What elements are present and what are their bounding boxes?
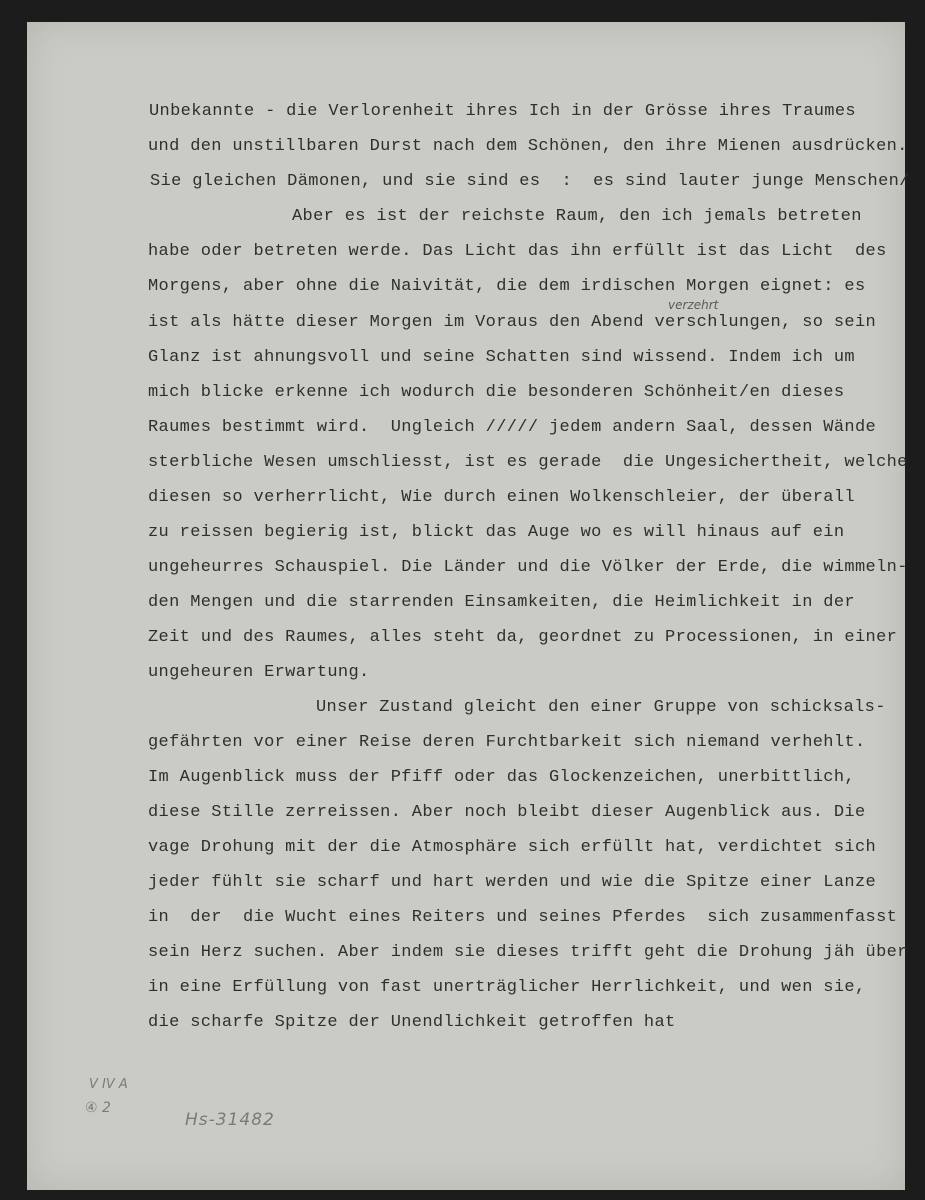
text-line: Sie gleichen Dämonen, und sie sind es : es sind lauter junge Menschen/ bbox=[150, 172, 910, 191]
text-line: in eine Erfüllung von fast unerträglicher Herrlichkeit, und wen sie, bbox=[148, 978, 866, 997]
text-line: vage Drohung mit der die Atmosphäre sich erfüllt hat, verdichtet sich bbox=[148, 838, 877, 857]
text-line: Raumes bestimmt wird. Ungleich ///// jedem andern Saal, dessen Wände bbox=[148, 418, 877, 437]
handwritten-correction: verzehrt bbox=[668, 298, 719, 312]
text-line: die scharfe Spitze der Unendlichkeit getroffen hat bbox=[148, 1013, 676, 1032]
text-line: sein Herz suchen. Aber indem sie dieses trifft geht die Drohung jäh über bbox=[148, 943, 908, 962]
text-line: mich blicke erkenne ich wodurch die besonderen Schönheit/en dieses bbox=[148, 383, 845, 402]
text-line: zu reissen begierig ist, blickt das Auge wo es will hinaus auf ein bbox=[148, 523, 845, 542]
text-line: jeder fühlt sie scharf und hart werden und wie die Spitze einer Lanze bbox=[148, 873, 877, 892]
text-line: ungeheurres Schauspiel. Die Länder und die Völker der Erde, die wimmeln- bbox=[148, 558, 908, 577]
text-line: gefährten vor einer Reise deren Furchtbarkeit sich niemand verhehlt. bbox=[148, 733, 866, 752]
text-line: den Mengen und die starrenden Einsamkeiten, die Heimlichkeit in der bbox=[148, 593, 855, 612]
text-line: Zeit und des Raumes, alles steht da, geordnet zu Processionen, in einer bbox=[148, 628, 898, 647]
text-line: Im Augenblick muss der Pfiff oder das Glockenzeichen, unerbittlich, bbox=[148, 768, 855, 787]
text-line: habe oder betreten werde. Das Licht das ihn erfüllt ist das Licht des bbox=[148, 242, 887, 261]
text-line: in der die Wucht eines Reiters und seines Pferdes sich zusammenfasst bbox=[148, 908, 898, 927]
archive-mark: V IV A bbox=[89, 1077, 128, 1092]
typewritten-page bbox=[27, 22, 910, 1190]
text-line: Unbekannte - die Verlorenheit ihres Ich in der Grösse ihres Traumes bbox=[149, 102, 856, 121]
archive-signature: Hs-31482 bbox=[185, 1110, 275, 1130]
text-line: Unser Zustand gleicht den einer Gruppe von schicksals- bbox=[316, 698, 886, 717]
text-line: ungeheuren Erwartung. bbox=[148, 663, 370, 682]
text-line: Aber es ist der reichste Raum, den ich jemals betreten bbox=[292, 207, 862, 226]
text-line: diese Stille zerreissen. Aber noch bleibt dieser Augenblick aus. Die bbox=[148, 803, 866, 822]
archive-mark: ④ 2 bbox=[85, 1100, 111, 1116]
text-line: Glanz ist ahnungsvoll und seine Schatten sind wissend. Indem ich um bbox=[148, 348, 855, 367]
text-line: ist als hätte dieser Morgen im Voraus den Abend verschlungen, so sein bbox=[148, 313, 877, 332]
text-line: Morgens, aber ohne die Naivität, die dem irdischen Morgen eignet: es bbox=[148, 277, 866, 296]
text-line: und den unstillbaren Durst nach dem Schönen, den ihre Mienen ausdrücken. bbox=[148, 137, 908, 156]
text-line: diesen so verherrlicht, Wie durch einen Wolkenschleier, der überall bbox=[148, 488, 855, 507]
text-line: sterbliche Wesen umschliesst, ist es gerade die Ungesichertheit, welche bbox=[148, 453, 908, 472]
